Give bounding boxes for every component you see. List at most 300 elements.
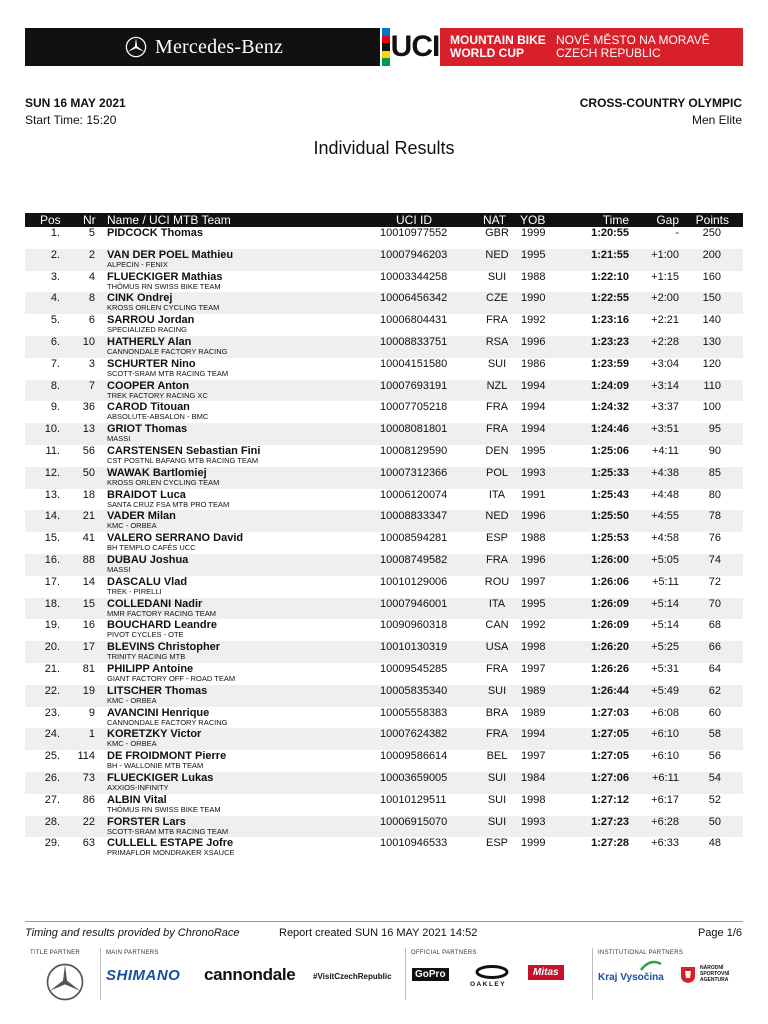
points: 160: [702, 270, 721, 283]
bib-number: 1: [88, 728, 95, 741]
nationality: SUI: [487, 771, 507, 784]
time-gap: +4:11: [651, 444, 679, 457]
mitas-logo: Mitas: [528, 965, 564, 980]
team-name: AXXIOS-INFINITY: [107, 782, 169, 792]
position: 26.: [44, 771, 60, 784]
nationality: ESP: [485, 837, 508, 850]
bib-number: 4: [88, 270, 95, 283]
points: 56: [708, 750, 721, 763]
points: 85: [708, 466, 721, 479]
nationality: ITA: [488, 488, 506, 501]
rider-name: FLUECKIGER Mathias: [107, 270, 223, 283]
finish-time: 1:21:55: [591, 248, 629, 261]
finish-time: 1:25:53: [591, 532, 629, 545]
rider-name: CARSTENSEN Sebastian Fini: [107, 444, 261, 457]
partner-divider: [592, 948, 593, 1000]
table-row: [25, 227, 743, 249]
bib-number: 36: [82, 401, 95, 414]
team-name: CST POSTNL BAFANG MTB RACING TEAM: [107, 455, 259, 465]
mercedes-star-icon: [125, 36, 147, 58]
rider-name: CAROD Titouan: [107, 401, 190, 414]
race-date: SUN 16 MAY 2021: [25, 96, 126, 110]
position: 21.: [44, 662, 60, 675]
position: 4.: [50, 292, 60, 305]
team-name: CANNONDALE FACTORY RACING: [107, 717, 228, 727]
bib-number: 10: [82, 335, 95, 348]
points: 130: [702, 335, 721, 348]
year-of-birth: 1984: [521, 771, 546, 784]
rider-name: DASCALU Vlad: [107, 575, 188, 588]
finish-time: 1:26:20: [591, 641, 629, 654]
year-of-birth: 1998: [521, 793, 546, 806]
position: 16.: [44, 553, 60, 566]
team-name: SPECIALIZED RACING: [107, 325, 188, 335]
year-of-birth: 1991: [521, 488, 546, 501]
title-partner-label: TITLE PARTNER: [30, 950, 81, 956]
rider-name: CINK Ondrej: [107, 292, 173, 305]
mercedes-star-icon: [45, 962, 85, 1002]
partner-divider: [405, 948, 406, 1000]
table-row: [25, 336, 743, 358]
table-row: [25, 314, 743, 336]
finish-time: 1:27:28: [591, 837, 629, 850]
table-row: [25, 837, 743, 859]
nationality: NED: [485, 248, 509, 261]
position: 14.: [44, 510, 60, 523]
time-gap: +6:28: [651, 815, 679, 828]
year-of-birth: 1994: [521, 379, 546, 392]
table-row: [25, 641, 743, 663]
nationality: SUI: [487, 270, 507, 283]
points: 95: [708, 423, 721, 436]
nationality: ITA: [488, 597, 506, 610]
time-gap: +6:10: [651, 750, 679, 763]
partner-divider: [100, 948, 101, 1000]
position: 8.: [50, 379, 60, 392]
team-name: MASSI: [107, 434, 131, 444]
series-name: MOUNTAIN BIKE WORLD CUP: [450, 33, 546, 60]
finish-time: 1:26:00: [591, 553, 629, 566]
bib-number: 81: [82, 662, 95, 675]
finish-time: 1:26:26: [591, 662, 629, 675]
points: 54: [708, 771, 721, 784]
nationality: SUI: [487, 684, 507, 697]
position: 15.: [44, 532, 60, 545]
points: 78: [708, 510, 721, 523]
position: 12.: [44, 466, 60, 479]
rider-name: SARROU Jordan: [107, 314, 195, 327]
time-gap: +5:31: [651, 662, 679, 675]
rider-name: CULLELL ESTAPE Jofre: [107, 837, 234, 850]
position: 2.: [50, 248, 60, 261]
col-uci-id: UCI ID: [396, 213, 432, 227]
col-nat: NAT: [483, 213, 507, 227]
points: 72: [708, 575, 721, 588]
table-row: [25, 380, 743, 402]
position: 25.: [44, 750, 60, 763]
nationality: FRA: [486, 728, 508, 741]
time-gap: +2:00: [651, 292, 679, 305]
position: 5.: [50, 314, 60, 327]
year-of-birth: 1989: [521, 684, 546, 697]
time-gap: +4:55: [651, 510, 679, 523]
points: 64: [708, 662, 721, 675]
position: 3.: [50, 270, 60, 283]
footer-divider: [25, 921, 743, 922]
time-gap: +3:04: [651, 357, 679, 370]
table-row: [25, 750, 743, 772]
uci-id: 10007705218: [380, 401, 448, 414]
year-of-birth: 1988: [521, 532, 546, 545]
uci-id: 10003344258: [380, 270, 448, 283]
nationality: NZL: [486, 379, 508, 392]
year-of-birth: 1995: [521, 597, 546, 610]
rider-name: DE FROIDMONT Pierre: [107, 750, 227, 763]
bib-number: 63: [82, 837, 95, 850]
finish-time: 1:25:33: [591, 466, 629, 479]
team-name: PIVOT CYCLES - OTE: [107, 630, 184, 640]
team-name: ALPECIN - FENIX: [107, 259, 168, 269]
finish-time: 1:27:12: [591, 793, 629, 806]
rider-name: WAWAK Bartlomiej: [107, 466, 207, 479]
points: 48: [708, 837, 721, 850]
main-partners-label: MAIN PARTNERS: [106, 950, 159, 956]
team-name: TRINITY RACING MTB: [107, 652, 186, 662]
rider-name: BRAIDOT Luca: [107, 488, 186, 501]
bib-number: 50: [82, 466, 95, 479]
position: 29.: [44, 837, 60, 850]
col-time: Time: [602, 213, 629, 227]
nationality: POL: [485, 466, 508, 479]
header-banner: [25, 28, 743, 66]
uci-id: 10004151580: [380, 357, 448, 370]
bib-number: 9: [88, 706, 95, 719]
time-gap: +6:33: [651, 837, 679, 850]
year-of-birth: 1994: [521, 423, 546, 436]
time-gap: +3:14: [651, 379, 679, 392]
team-name: SCOTT-SRAM MTB RACING TEAM: [107, 826, 229, 836]
year-of-birth: 1990: [521, 292, 546, 305]
uci-id: 10008081801: [380, 423, 448, 436]
finish-time: 1:24:46: [591, 423, 629, 436]
team-name: BH TEMPLO CAFÉS UCC: [107, 543, 196, 553]
year-of-birth: 1996: [521, 510, 546, 523]
nationality: FRA: [486, 314, 508, 327]
points: 120: [702, 357, 721, 370]
czech-coat-of-arms-icon: [680, 966, 696, 984]
bib-number: 88: [82, 553, 95, 566]
year-of-birth: 1994: [521, 401, 546, 414]
time-gap: +6:11: [651, 771, 679, 784]
team-name: KMC - ORBEA: [107, 739, 157, 749]
team-name: KMC - ORBEA: [107, 521, 157, 531]
col-nr: Nr: [83, 213, 96, 227]
nationality: BEL: [486, 750, 508, 763]
bib-number: 14: [82, 575, 95, 588]
bib-number: 2: [88, 248, 95, 261]
uci-id: 10008749582: [380, 553, 448, 566]
bib-number: 114: [77, 750, 95, 763]
points: 140: [702, 314, 721, 327]
year-of-birth: 1999: [521, 837, 546, 850]
results-table-body: [25, 227, 743, 859]
team-name: CANNONDALE FACTORY RACING: [107, 346, 228, 356]
team-name: SANTA CRUZ FSA MTB PRO TEAM: [107, 499, 230, 509]
uci-id: 10006915070: [380, 815, 448, 828]
nationality: USA: [485, 641, 509, 654]
col-gap: Gap: [656, 213, 679, 227]
col-yob: YOB: [520, 213, 546, 227]
position: 7.: [50, 357, 60, 370]
position: 20.: [44, 641, 60, 654]
kraj-vysocina-logo: Kraj Vysočina: [598, 972, 664, 983]
team-name: BH - WALLONIE MTB TEAM: [107, 761, 204, 771]
uci-id: 10006456342: [380, 292, 448, 305]
year-of-birth: 1992: [521, 619, 546, 632]
rider-name: DUBAU Joshua: [107, 553, 189, 566]
finish-time: 1:26:09: [591, 619, 629, 632]
nationality: ESP: [485, 532, 508, 545]
rider-name: FLUECKIGER Lukas: [107, 771, 214, 784]
finish-time: 1:26:44: [591, 684, 629, 697]
year-of-birth: 1993: [521, 815, 546, 828]
nationality: DEN: [485, 444, 509, 457]
table-row: [25, 510, 743, 532]
nationality: CAN: [485, 619, 509, 632]
bib-number: 8: [88, 292, 95, 305]
table-row: [25, 619, 743, 641]
table-row: [25, 598, 743, 620]
uci-id: 10007624382: [380, 728, 448, 741]
finish-time: 1:23:16: [591, 314, 629, 327]
kraj-swoosh-icon: [640, 960, 662, 972]
position: 19.: [44, 619, 60, 632]
uci-id: 10008594281: [380, 532, 448, 545]
timing-credit: Timing and results provided by ChronoRace: [25, 927, 240, 939]
event-name: CROSS-COUNTRY OLYMPIC: [579, 96, 742, 110]
time-gap: +6:08: [651, 706, 679, 719]
sponsor-name: Mercedes-Benz: [155, 35, 284, 58]
rider-name: LITSCHER Thomas: [107, 684, 208, 697]
bib-number: 5: [88, 227, 95, 239]
nationality: SUI: [487, 815, 507, 828]
report-created: Report created SUN 16 MAY 2021 14:52: [279, 927, 478, 939]
race-category: Men Elite: [691, 113, 742, 127]
bib-number: 19: [82, 684, 95, 697]
table-row: [25, 532, 743, 554]
bib-number: 6: [88, 314, 95, 327]
team-name: MASSI: [107, 564, 131, 574]
position: 24.: [44, 728, 60, 741]
nationality: RSA: [485, 335, 509, 348]
time-gap: +2:28: [651, 335, 679, 348]
year-of-birth: 1988: [521, 270, 546, 283]
points: 68: [708, 619, 721, 632]
year-of-birth: 1995: [521, 248, 546, 261]
time-gap: -: [675, 227, 679, 239]
results-table-header: [25, 213, 743, 227]
table-row: [25, 489, 743, 511]
year-of-birth: 1997: [521, 575, 546, 588]
uci-id: 10007312366: [380, 466, 448, 479]
bib-number: 15: [82, 597, 95, 610]
institutional-partners-label: INSTITUTIONAL PARTNERS: [598, 950, 684, 956]
points: 110: [703, 379, 721, 392]
uci-id: 10008833751: [380, 335, 448, 348]
nationality: FRA: [486, 553, 508, 566]
position: 18.: [44, 597, 60, 610]
team-name: KMC - ORBEA: [107, 695, 157, 705]
bib-number: 86: [82, 793, 95, 806]
uci-logo: UCI: [390, 30, 440, 63]
rider-name: BOUCHARD Leandre: [107, 619, 218, 632]
finish-time: 1:27:06: [591, 771, 629, 784]
nationality: FRA: [486, 423, 508, 436]
rider-name: COOPER Anton: [107, 379, 190, 392]
rider-name: HATHERLY Alan: [107, 335, 192, 348]
finish-time: 1:27:05: [591, 750, 629, 763]
finish-time: 1:26:06: [591, 575, 629, 588]
bib-number: 22: [82, 815, 95, 828]
oakley-ellipse-icon: [474, 965, 510, 979]
visit-czech-logo: #VisitCzechRepublic: [313, 972, 392, 981]
points: 52: [708, 793, 721, 806]
table-row: [25, 249, 743, 271]
time-gap: +5:25: [651, 641, 679, 654]
year-of-birth: 1997: [521, 750, 546, 763]
series-location-panel: [440, 28, 743, 66]
uci-id: 10008833347: [380, 510, 448, 523]
table-row: [25, 467, 743, 489]
table-row: [25, 271, 743, 293]
time-gap: +2:21: [651, 314, 679, 327]
position: 22.: [44, 684, 60, 697]
finish-time: 1:27:23: [591, 815, 629, 828]
bib-number: 73: [82, 771, 95, 784]
rider-name: VALERO SERRANO David: [107, 532, 244, 545]
title-sponsor-block: [25, 28, 380, 66]
points: 62: [708, 684, 721, 697]
table-row: [25, 554, 743, 576]
finish-time: 1:27:05: [591, 728, 629, 741]
finish-time: 1:24:32: [591, 401, 629, 414]
bib-number: 7: [88, 379, 95, 392]
rider-name: ALBIN Vital: [107, 793, 167, 806]
page-title: Individual Results: [313, 138, 455, 158]
nationality: FRA: [486, 401, 508, 414]
col-pos: Pos: [40, 213, 61, 227]
uci-id: 10007946001: [380, 597, 448, 610]
shimano-logo: SHIMANO: [106, 967, 181, 984]
points: 76: [708, 532, 721, 545]
bib-number: 16: [82, 619, 95, 632]
nationality: FRA: [486, 662, 508, 675]
year-of-birth: 1992: [521, 314, 546, 327]
page-number: Page 1/6: [697, 927, 742, 939]
uci-id: 10003659005: [380, 771, 448, 784]
bib-number: 56: [82, 444, 95, 457]
uci-id: 10007693191: [380, 379, 448, 392]
gopro-logo: GoPro: [412, 968, 449, 981]
finish-time: 1:22:10: [591, 270, 629, 283]
finish-time: 1:25:50: [591, 510, 629, 523]
position: 6.: [50, 335, 60, 348]
bib-number: 21: [82, 510, 95, 523]
position: 28.: [44, 815, 60, 828]
year-of-birth: 1989: [521, 706, 546, 719]
table-row: [25, 772, 743, 794]
position: 1.: [50, 227, 60, 239]
year-of-birth: 1995: [521, 444, 546, 457]
bib-number: 41: [82, 532, 95, 545]
points: 70: [708, 597, 721, 610]
sports-agency-logo: NÁRODNÍ SPORTOVNÍ AGENTURA: [700, 965, 730, 983]
cannondale-logo: cannondale: [204, 965, 296, 984]
position: 23.: [44, 706, 60, 719]
team-name: TREK FACTORY RACING XC: [107, 390, 208, 400]
points: 74: [708, 553, 721, 566]
oakley-logo: OAKLEY: [470, 981, 507, 988]
year-of-birth: 1993: [521, 466, 546, 479]
time-gap: +6:17: [651, 793, 679, 806]
year-of-birth: 1986: [521, 357, 546, 370]
uci-id: 10006804431: [380, 314, 448, 327]
team-name: KROSS ORLEN CYCLING TEAM: [107, 303, 220, 313]
table-row: [25, 576, 743, 598]
rider-name: KORETZKY Victor: [107, 728, 202, 741]
rider-name: VADER Milan: [107, 510, 176, 523]
nationality: NED: [485, 510, 509, 523]
table-row: [25, 663, 743, 685]
event-location: NOVÉ MĚSTO NA MORAVĚ CZECH REPUBLIC: [556, 33, 710, 60]
finish-time: 1:23:23: [591, 335, 629, 348]
nationality: SUI: [487, 357, 507, 370]
year-of-birth: 1998: [521, 641, 546, 654]
table-row: [25, 816, 743, 838]
uci-id: 10010129511: [380, 793, 447, 806]
position: 11.: [45, 444, 60, 457]
bib-number: 13: [82, 423, 95, 436]
nationality: GBR: [485, 227, 509, 239]
year-of-birth: 1994: [521, 728, 546, 741]
team-name: KROSS ORLEN CYCLING TEAM: [107, 477, 220, 487]
bib-number: 18: [82, 488, 95, 501]
time-gap: +4:58: [651, 532, 679, 545]
points: 150: [702, 292, 721, 305]
points: 90: [708, 444, 721, 457]
time-gap: +4:38: [651, 466, 679, 479]
table-row: [25, 445, 743, 467]
uci-id: 10090960318: [380, 619, 448, 632]
points: 200: [702, 248, 721, 261]
points: 100: [702, 401, 721, 414]
nationality: ROU: [484, 575, 510, 588]
finish-time: 1:23:59: [591, 357, 629, 370]
position: 13.: [44, 488, 60, 501]
uci-id: 10005835340: [380, 684, 448, 697]
nationality: BRA: [485, 706, 509, 719]
year-of-birth: 1996: [521, 335, 546, 348]
time-gap: +5:05: [651, 553, 679, 566]
rider-name: VAN DER POEL Mathieu: [107, 248, 234, 261]
finish-time: 1:20:55: [591, 227, 629, 239]
table-row: [25, 728, 743, 750]
time-gap: +5:49: [651, 684, 679, 697]
team-name: MMR FACTORY RACING TEAM: [107, 608, 217, 618]
col-points: Points: [695, 213, 729, 227]
uci-id: 10010130319: [380, 641, 448, 654]
position: 17.: [44, 575, 60, 588]
